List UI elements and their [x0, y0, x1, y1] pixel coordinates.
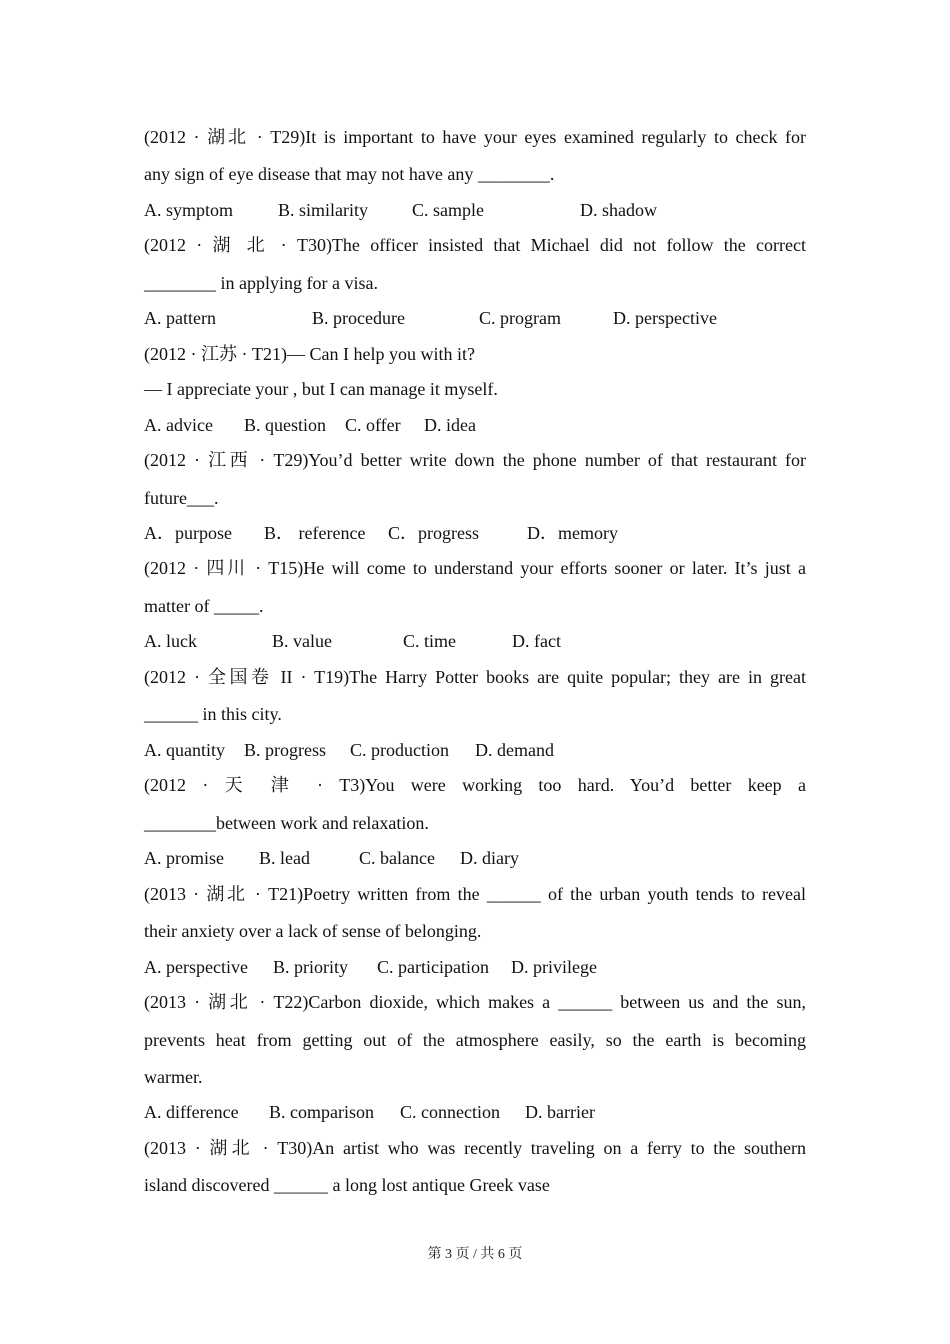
question-7-option-c: C. balance [359, 848, 435, 868]
question-2-option-c: C. program [479, 308, 561, 328]
question-1-option-a: A. symptom [144, 200, 234, 220]
question-9-line-2: prevents heat from getting out of the atmosphere easily, so the earth is becoming [144, 1030, 806, 1050]
question-2-option-b: B. procedure [312, 308, 405, 328]
question-8-option-a: A. perspective [144, 957, 248, 977]
question-9-line-3: warmer. [144, 1067, 203, 1087]
question-8-option-c: C. participation [377, 957, 489, 977]
question-7-option-a: A. promise [144, 848, 224, 868]
question-8-line-1: (2013 · 湖北 · T21)Poetry written from the ______ of the urban youth tends to reveal [144, 884, 806, 904]
question-7-line-2: ________between work and relaxation. [144, 813, 429, 833]
question-3-line-2: — I appreciate your , but I can manage it myself. [144, 379, 498, 399]
question-5-line-2: matter of _____. [144, 596, 264, 616]
question-4-line-2: future___. [144, 488, 219, 508]
question-8-line-2: their anxiety over a lack of sense of belonging. [144, 921, 482, 941]
question-2-line-2: ________ in applying for a visa. [144, 273, 378, 293]
question-5-option-a: A. luck [144, 631, 197, 651]
question-4-option-b: B． reference [264, 523, 366, 543]
question-4-option-d: D．memory [527, 523, 618, 543]
question-9-option-c: C. connection [400, 1102, 500, 1122]
question-6-option-d: D. demand [475, 740, 554, 760]
question-5-option-c: C. time [403, 631, 456, 651]
question-3-option-a: A. advice [144, 415, 213, 435]
question-5-option-b: B. value [272, 631, 332, 651]
question-2-option-d: D. perspective [613, 308, 717, 328]
question-9-option-a: A. difference [144, 1102, 239, 1122]
question-5-line-1: (2012 · 四川 · T15)He will come to understand your efforts sooner or later. It’s just a [144, 558, 806, 578]
question-10-line-2: island discovered ______ a long lost antique Greek vase [144, 1175, 550, 1195]
question-6-option-a: A. quantity [144, 740, 225, 760]
question-9-line-1: (2013 · 湖北 · T22)Carbon dioxide, which makes a ______ between us and the sun, [144, 992, 806, 1012]
question-1-line-1: (2012 · 湖北 · T29)It is important to have your eyes examined regularly to check for [144, 127, 806, 147]
question-2-option-a: A. pattern [144, 308, 216, 328]
question-7-option-d: D. diary [460, 848, 519, 868]
question-9-option-b: B. comparison [269, 1102, 374, 1122]
question-3-line-1: (2012 · 江苏 · T21)— Can I help you with it? [144, 344, 475, 364]
question-7-option-b: B. lead [259, 848, 310, 868]
question-8-option-b: B. priority [273, 957, 348, 977]
question-6-line-2: ______ in this city. [144, 704, 282, 724]
question-4-option-a: A．purpose [144, 523, 232, 543]
question-5-option-d: D. fact [512, 631, 561, 651]
question-2-line-1: (2012 · 湖 北 · T30)The officer insisted that Michael did not follow the correct [144, 235, 806, 255]
question-3-option-b: B. question [244, 415, 327, 435]
question-3-option-d: D. idea [424, 415, 476, 435]
page-number-footer: 第 3 页 / 共 6 页 [427, 1247, 523, 1262]
question-1-option-d: D. shadow [580, 200, 657, 220]
question-6-option-b: B. progress [244, 740, 326, 760]
question-1-line-2: any sign of eye disease that may not have any ________. [144, 164, 555, 184]
question-1-option-b: B. similarity [278, 200, 368, 220]
question-6-line-1: (2012 · 全国卷 II · T19)The Harry Potter books are quite popular; they are in great [144, 667, 806, 687]
question-8-option-d: D. privilege [511, 957, 597, 977]
question-4-option-c: C．progress [388, 523, 479, 543]
question-9-option-d: D. barrier [525, 1102, 595, 1122]
question-4-line-1: (2012 · 江西 · T29)You’d better write down the phone number of that restaurant for [144, 450, 806, 470]
question-6-option-c: C. production [350, 740, 449, 760]
question-1-option-c: C. sample [412, 200, 484, 220]
question-10-line-1: (2013 · 湖北 · T30)An artist who was recently traveling on a ferry to the southern [144, 1138, 806, 1158]
question-7-line-1: (2012 · 天 津 · T3)You were working too hard. You’d better keep a [144, 775, 806, 795]
question-3-option-c: C. offer [345, 415, 401, 435]
